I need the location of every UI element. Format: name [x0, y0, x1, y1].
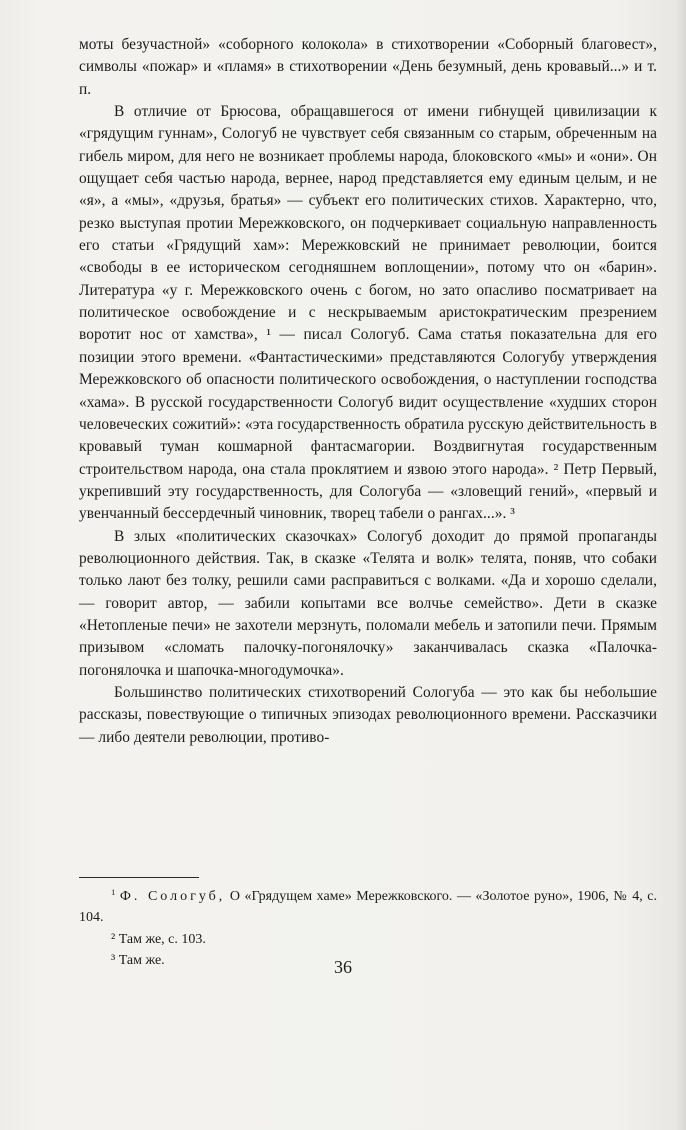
paragraph-political-tales: В злых «политических сказочках» Сологуб доходит до прямой пропаганды революционного действия. Так, в сказке «Телята и волк» телята, поняв, что собаки только лают без толку, решили сами расправиться с волками. «Да и хорошо сделали, — говорит автор, — забили копытами все волчье семейство». Дети в сказке «Нетопленые печи» не захотели мерзнуть, поломали мебель и затопили печи. Прямым призывом «сломать палочку-погонялочку» заканчивалась сказка «Палочка-погонялочка и шапочка-многодумочка». — [79, 527, 657, 679]
footnote-divider — [79, 877, 199, 878]
footnote-1 — [79, 886, 657, 929]
footnote-3: ³ Там же. — [111, 952, 165, 968]
footnote-1-author: Ф. Сологуб, — [119, 889, 226, 904]
main-text — [79, 34, 657, 749]
footnote-1-text: О «Грядущем хаме» Мережковского. — «Золотое руно», 1906, № 4, с. 104. — [79, 889, 657, 926]
footnote-1-mark: 1 — [111, 887, 116, 898]
paragraph-political-poems: Большинство политических стихотворений Сологуба — это как бы небольшие рассказы, повествующие о типичных эпизодах революционного времени. Рассказчики — либо деятели революции, противо- — [79, 683, 657, 746]
paragraph-continuation: моты безучастной» «соборного колокола» в стихотворении «Соборный благовест», символы «пожар» и «пламя» в стихотворении «День безумный, день кровавый...» и т. п. — [79, 36, 657, 98]
page-number: 36 — [334, 957, 352, 977]
footnote-2: ² Там же, с. 103. — [111, 931, 206, 947]
paragraph-bryusov: В отличие от Брюсова, обращавшегося от имени гибнущей цивилизации к «грядущим гуннам», Сологуб не чувствует себя связанным со старым, обреченным на гибель миром, для него не возникает проблемы народа, блоковского «мы» и «они». Он ощущает себя частью народа, вернее, народ представляется ему единым целым, и не «я», а «мы», «друзья, братья» — субъект его политических стихов. Характерно, что, резко выступая протии Мережковского, он подчеркивает социальную направленность его статьи «Грядущий хам»: Мережковский не принимает революции, боится «свободы в ее историческом сегодняшнем воплощении», потому что он «барин». Литература «у г. Мережковского очень с богом, но зато опасливо посматривает на политическое освобождение и с нескрываемым аристократическим презрением воротит нос от хамства», ¹ — писал Сологуб. Сама статья показательна для его позиции этого времени. «Фантастическими» представляются Сологубу утверждения Мережковского об опасности политического освобождения, о наступлении господства «хама». В русской государственности Сологуб видит осуществление «худших сторон человеческих сожитий»: «эта государственность обратила русскую действительность в кровавый туман кошмарной фантасмагории. Воздвигнутая государственным строительством народа, она стала проклятием и язвою этого народа». ² Петр Первый, укрепивший эту государственность, для Сологуба — «зловещий гений», «первый и увенчанный бессердечный чиновник, творец табели о рангах...». ³ — [79, 103, 657, 523]
